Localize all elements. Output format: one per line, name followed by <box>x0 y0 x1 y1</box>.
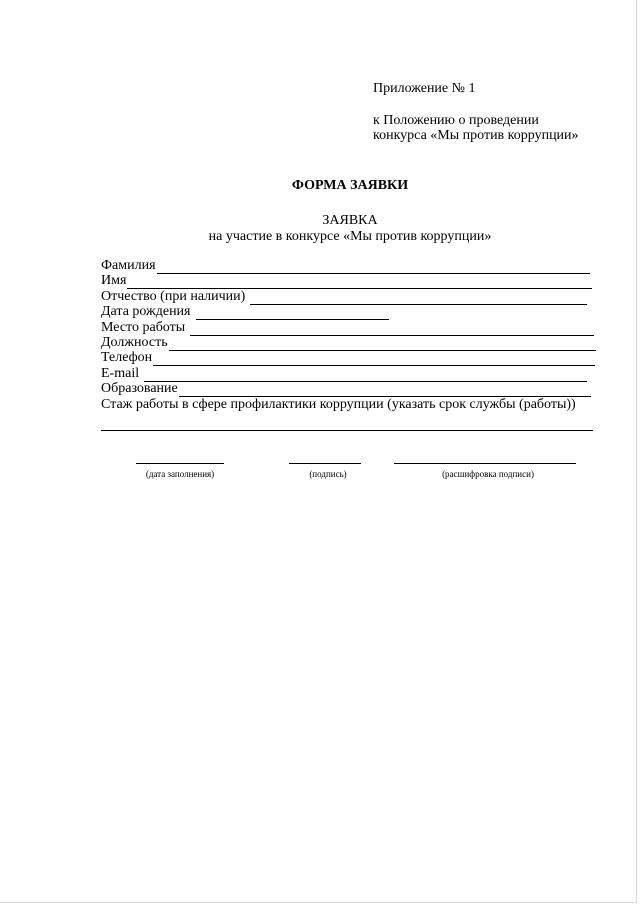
field-birth-date <box>101 304 389 320</box>
signature-caption: (подпись) <box>309 469 347 479</box>
name-input-line[interactable] <box>127 276 592 289</box>
field-label: Образование <box>101 381 178 396</box>
field-education <box>101 381 591 397</box>
experience-input-line[interactable] <box>101 430 593 431</box>
field-phone <box>101 350 595 366</box>
field-label: Место работы <box>101 320 186 335</box>
field-surname <box>101 258 590 274</box>
annex-number: Приложение № 1 <box>373 81 476 96</box>
field-label: Должность <box>101 335 168 350</box>
signature-decode-line[interactable] <box>394 463 576 464</box>
date-fill-line[interactable] <box>136 463 224 464</box>
field-label: Фамилия <box>101 258 156 273</box>
field-patronymic <box>101 289 587 305</box>
field-name <box>101 273 592 289</box>
field-label: E-mail <box>101 366 140 381</box>
date-caption: (дата заполнения) <box>145 469 215 479</box>
signature-line[interactable] <box>289 463 361 464</box>
annex-reference-line-1: к Положению о проведении <box>373 113 539 128</box>
field-label: Имя <box>101 273 127 288</box>
field-position <box>101 335 596 351</box>
field-experience <box>101 397 576 413</box>
birth-date-input-line[interactable] <box>196 307 389 320</box>
field-label: Дата рождения <box>101 304 191 319</box>
signature-decode-caption: (расшифровка подписи) <box>442 469 534 479</box>
field-label: Стаж работы в сфере профилактики коррупции (указать срок службы (работы)) <box>101 397 576 412</box>
application-heading: ЗАЯВКА <box>322 213 378 228</box>
phone-input-line[interactable] <box>153 353 595 366</box>
form-title: ФОРМА ЗАЯВКИ <box>291 178 409 193</box>
field-label: Телефон <box>101 350 153 365</box>
field-workplace <box>101 320 594 336</box>
annex-reference-line-2: конкурса «Мы против коррупции» <box>373 128 579 143</box>
education-input-line[interactable] <box>179 384 591 397</box>
field-email <box>101 366 587 382</box>
field-label: Отчество (при наличии) <box>101 289 246 304</box>
application-subheading: на участие в конкурсе «Мы против коррупции» <box>208 229 492 244</box>
